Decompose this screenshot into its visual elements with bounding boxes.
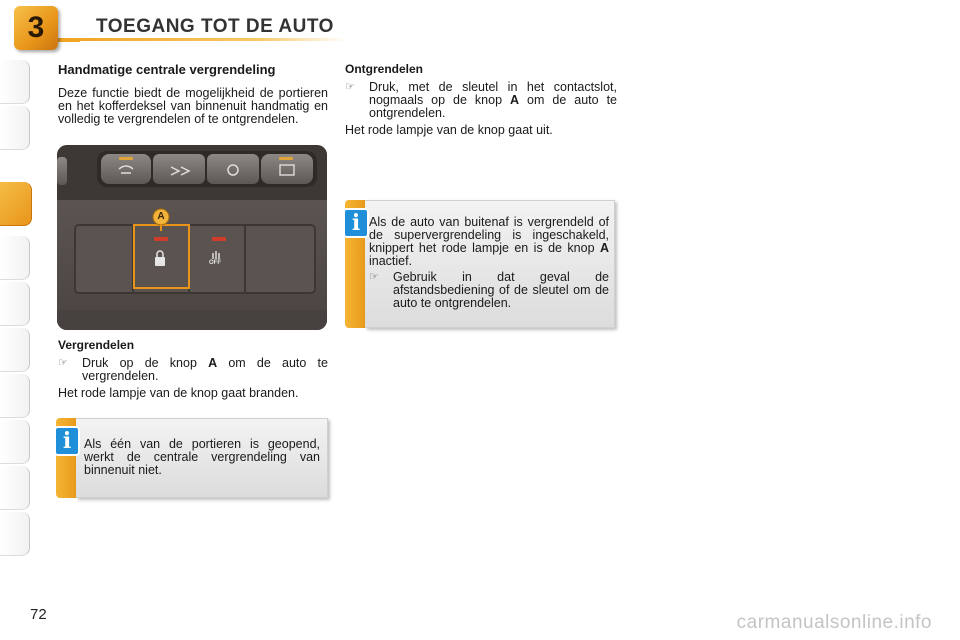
info-icon: i xyxy=(345,210,367,236)
chapter-tab-8[interactable] xyxy=(0,420,30,464)
lock-heading: Vergrendelen xyxy=(58,338,135,352)
chapter-tab-4[interactable] xyxy=(0,236,30,280)
info-bullet-text: Gebruik in dat geval de afstandsbediening of de sleutel om de auto te ontgrendelen. xyxy=(393,270,609,310)
pointing-hand-icon: ☞ xyxy=(369,271,379,283)
lock-note: Het rode lampje van de knop gaat branden. xyxy=(58,386,299,400)
chapter-tab-7[interactable] xyxy=(0,374,30,418)
lock-bullet-text: Druk op de knop xyxy=(82,356,197,370)
left-column-bottom xyxy=(58,338,328,400)
chapter-tab-2[interactable] xyxy=(0,106,30,150)
chapter-tab-rail xyxy=(0,60,34,575)
unlock-bullet xyxy=(345,81,617,120)
pointing-hand-icon: ☞ xyxy=(345,81,355,93)
chapter-tab-9[interactable] xyxy=(0,466,30,510)
unlock-note: Het rode lampje van de knop gaat uit. xyxy=(345,123,553,137)
chapter-number-badge: 3 xyxy=(14,6,58,50)
unlock-bullet-text: Druk, met de sleutel in het contactslot, nogmaals op de knop xyxy=(369,80,617,107)
intro-paragraph: Deze functie biedt de mogelijkheid de portieren en het kofferdeksel van binnenuit handmatig en volledig te vergrendelen of te ontgrendelen. xyxy=(58,86,328,126)
button-a-ref: A xyxy=(510,93,520,107)
chapter-title: TOEGANG TOT DE AUTO xyxy=(96,16,334,37)
info-icon: i xyxy=(56,428,78,454)
chapter-tab-5[interactable] xyxy=(0,282,30,326)
header-underline xyxy=(56,38,346,41)
console-button-photo xyxy=(57,145,327,330)
lock-bullet xyxy=(58,357,328,383)
watermark: carmanualsonline.info xyxy=(736,612,932,633)
info-bullet-right xyxy=(369,271,609,310)
info-text-right: Als de auto van buitenaf is vergrendeld of de supervergrendeling is ingeschakeld, knippert het rode lampje en is de knop A inactief. xyxy=(369,215,609,268)
section-heading: Handmatige centrale vergrendeling xyxy=(58,62,276,77)
off-label: OFF xyxy=(209,260,221,266)
console-illustration xyxy=(57,145,327,330)
page-header xyxy=(0,0,960,52)
button-a-marker: A xyxy=(157,211,165,222)
info-content-right xyxy=(369,216,609,314)
page-number: 72 xyxy=(30,606,47,623)
left-column-top xyxy=(58,62,328,126)
lock-bullet-text-end: om de auto te vergrendelen. xyxy=(82,356,328,383)
chapter-tab-6[interactable] xyxy=(0,328,30,372)
button-a-ref: A xyxy=(208,356,218,370)
info-box-right xyxy=(345,200,615,328)
unlock-heading: Ontgrendelen xyxy=(345,62,424,76)
info-text-left: Als één van de portieren is geopend, werkt de centrale vergrendeling van binnenuit niet. xyxy=(84,437,320,477)
chapter-tab-1[interactable] xyxy=(0,60,30,104)
chapter-tab-3-active[interactable] xyxy=(0,182,32,226)
right-column xyxy=(345,62,617,137)
pointing-hand-icon: ☞ xyxy=(58,357,68,369)
info-box-left xyxy=(56,418,328,498)
button-a-ref: A xyxy=(599,241,609,255)
chapter-tab-10[interactable] xyxy=(0,512,30,556)
unlock-bullet-text-end: om de auto te ontgrendelen. xyxy=(369,93,617,120)
